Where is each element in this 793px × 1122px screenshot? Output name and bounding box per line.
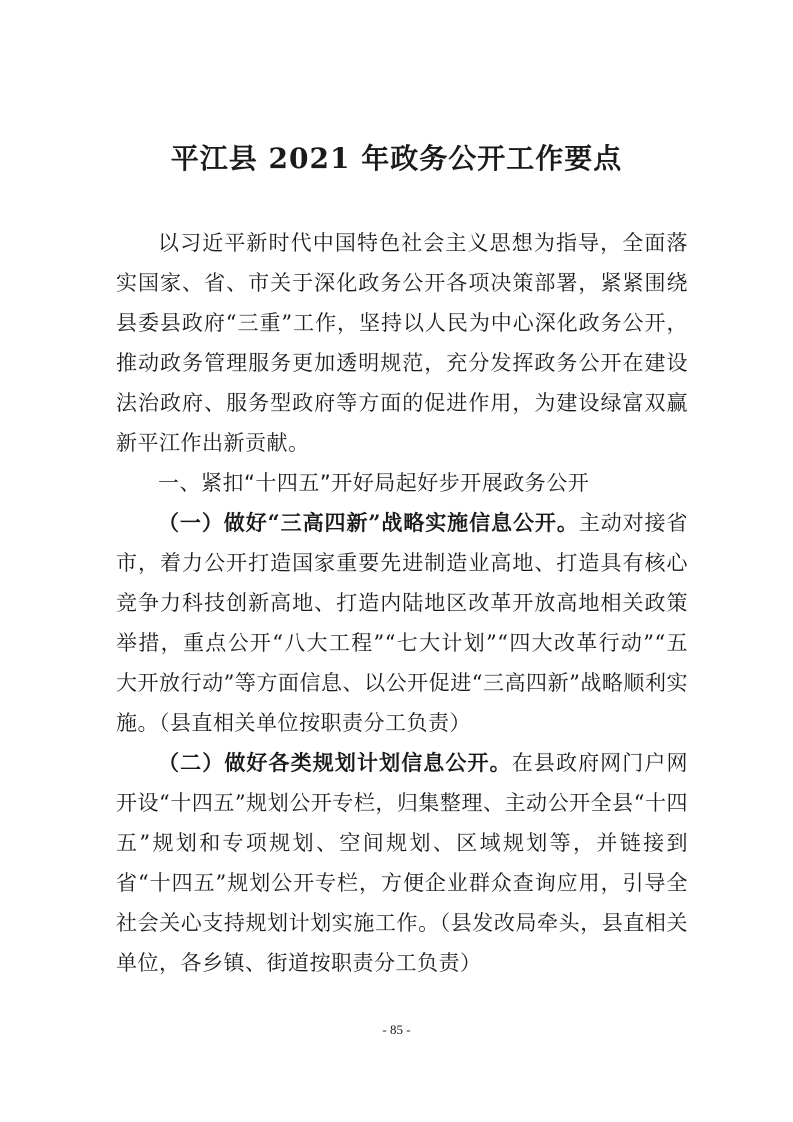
intro-paragraph: 以习近平新时代中国特色社会主义思想为指导，全面落实国家、省、市关于深化政务公开各项决策部署，紧紧围绕县委县政府“三重”工作，坚持以人民为中心深化政务公开，推动政务管理服务更加透明规范，充分发挥政务公开在建设法治政府、服务型政府等方面的促进作用，为建设绿富双赢新平江作出新贡献。 [116,231,688,455]
item-1-paragraph [116,503,688,743]
page-number: - 85 - [382,1022,411,1037]
item-2-title: （二）做好各类规划计划信息公开。 [158,750,512,775]
document-title: 平江县 2021 年政务公开工作要点 [170,142,623,175]
section-1-heading: 一、紧扣“十四五”开好局起好步开展政务公开 [158,471,590,495]
document-body [116,223,688,983]
item-2-paragraph [116,743,688,983]
item-2-text: 在县政府网门户网开设“十四五”规划公开专栏，归集整理、主动公开全县“十四五”规划和专项规划、空间规划、区域规划等，并链接到省“十四五”规划公开专栏，方便企业群众查询应用，引导全社会关心支持规划计划实施工作。（县发改局牵头，县直相关单位，各乡镇、街道按职责分工负责） [116,751,689,975]
item-1-text: 主动对接省市，着力公开打造国家重要先进制造业高地、打造具有核心竞争力科技创新高地、打造内陆地区改革开放高地相关政策举措，重点公开“八大工程”“七大计划”“四大改革行动”“五大开放行动”等方面信息、以公开促进“三高四新”战略顺利实施。（县直相关单位按职责分工负责） [116,511,688,735]
item-1-title: （一）做好“三高四新”战略实施信息公开。 [158,510,579,535]
